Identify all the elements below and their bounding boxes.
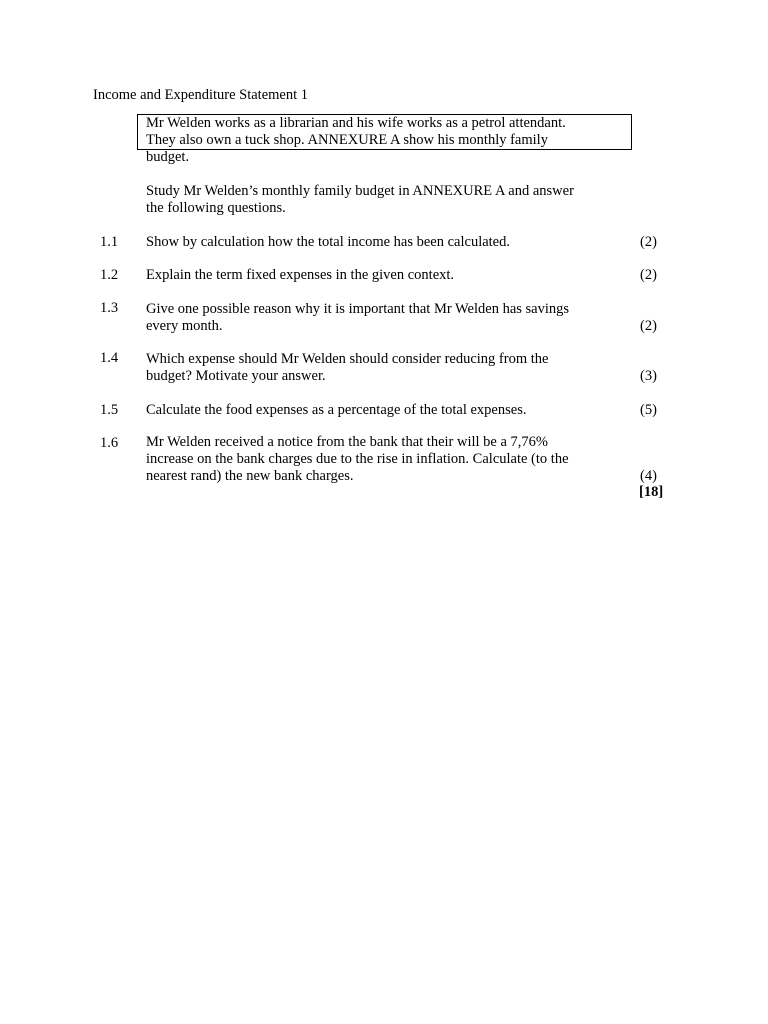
intro-line: budget. bbox=[146, 149, 190, 165]
question-1-5-text bbox=[146, 402, 616, 419]
question-line: nearest rand) the new bank charges. bbox=[146, 468, 354, 484]
question-1-3-marks: (2) bbox=[640, 318, 657, 334]
question-1-1-marks: (2) bbox=[640, 234, 657, 250]
question-line: every month. bbox=[146, 318, 223, 334]
total-marks: [18] bbox=[639, 484, 664, 500]
question-1-5-marks: (5) bbox=[640, 402, 657, 418]
question-1-6-text bbox=[146, 434, 616, 485]
question-1-6-number: 1.6 bbox=[100, 435, 119, 451]
question-line: Show by calculation how the total income has been calculated. bbox=[146, 234, 510, 250]
question-line: budget? Motivate your answer. bbox=[146, 368, 326, 384]
question-1-2-marks: (2) bbox=[640, 267, 657, 283]
question-line: Give one possible reason why it is important that Mr Welden has savings bbox=[146, 301, 570, 317]
question-1-1-text bbox=[146, 234, 616, 251]
question-1-2-number: 1.2 bbox=[100, 267, 119, 283]
intro-text bbox=[146, 115, 626, 166]
question-line: Calculate the food expenses as a percentage of the total expenses. bbox=[146, 402, 527, 418]
question-1-4-number: 1.4 bbox=[100, 350, 119, 366]
question-1-4-marks: (3) bbox=[640, 368, 657, 384]
intro-line: Mr Welden works as a librarian and his wife works as a petrol attendant. bbox=[146, 115, 566, 131]
question-1-1-number: 1.1 bbox=[100, 234, 119, 250]
question-1-2-text bbox=[146, 267, 616, 284]
question-1-3-number: 1.3 bbox=[100, 300, 119, 316]
question-line: increase on the bank charges due to the rise in inflation. Calculate (to the bbox=[146, 451, 569, 467]
question-line: Mr Welden received a notice from the bank that their will be a 7,76% bbox=[146, 434, 549, 450]
question-1-3-text bbox=[146, 301, 616, 335]
question-1-4-text bbox=[146, 351, 616, 385]
question-1-6-marks: (4) bbox=[640, 468, 657, 484]
instruction-text bbox=[146, 183, 626, 217]
instruction-line: Study Mr Welden’s monthly family budget in ANNEXURE A and answer bbox=[146, 183, 574, 199]
page-heading: Income and Expenditure Statement 1 bbox=[93, 87, 309, 103]
question-1-5-number: 1.5 bbox=[100, 402, 119, 418]
intro-line: They also own a tuck shop. ANNEXURE A show his monthly family bbox=[146, 132, 548, 148]
question-line: Explain the term fixed expenses in the given context. bbox=[146, 267, 455, 283]
question-line: Which expense should Mr Welden should consider reducing from the bbox=[146, 351, 549, 367]
instruction-line: the following questions. bbox=[146, 200, 286, 216]
